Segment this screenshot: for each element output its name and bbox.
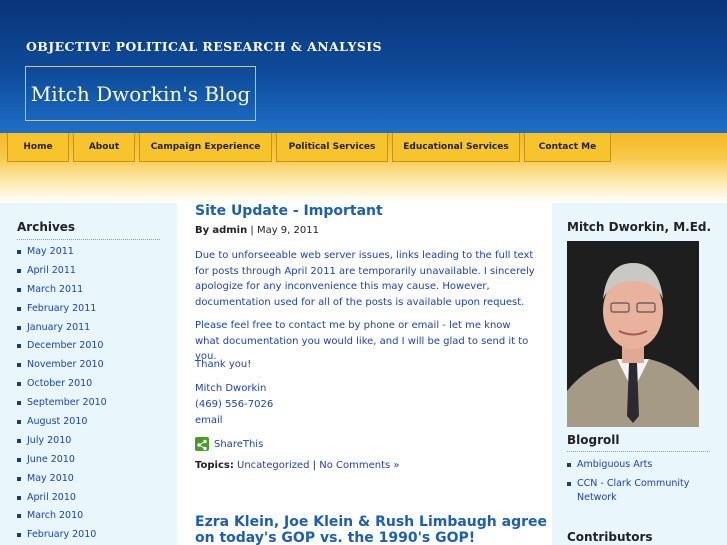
post-title[interactable]: Site Update - Important: [195, 203, 383, 219]
archive-link[interactable]: February 2011: [17, 302, 107, 321]
archive-link[interactable]: January 2011: [17, 321, 107, 340]
share-icon[interactable]: [195, 437, 209, 451]
archive-link[interactable]: October 2010: [17, 377, 107, 396]
post-paragraph-1: Due to unforseeable web server issues, links leading to the full text for posts through April 2011 are temporarily unavailable. I sincerely apologize for any inconvenience this may cause. However, documentation used for all of the posts is available upon request.: [195, 250, 535, 308]
archive-link[interactable]: March 2010: [17, 509, 107, 528]
blogroll-list: [567, 458, 717, 505]
blog-title[interactable]: Mitch Dworkin's Blog: [30, 81, 251, 106]
post-author[interactable]: admin: [212, 225, 248, 236]
archive-link[interactable]: April 2010: [17, 491, 107, 510]
post2-title-line2[interactable]: on today's GOP vs. the 1990's GOP!: [195, 530, 476, 545]
blogroll-divider: [567, 451, 710, 452]
profile-photo: [567, 241, 699, 427]
blogroll-link-text[interactable]: Ambiguous Arts: [577, 459, 653, 470]
post2-title[interactable]: [195, 514, 547, 545]
post-byline: [195, 225, 319, 236]
archives-heading: Archives: [17, 220, 76, 234]
topic-link[interactable]: Uncategorized: [237, 460, 310, 471]
nav-political-services[interactable]: Political Services: [276, 133, 388, 162]
post-date: | May 9, 2011: [250, 225, 319, 236]
nav-campaign-experience[interactable]: Campaign Experience: [139, 133, 272, 162]
blog-title-box[interactable]: [25, 66, 256, 121]
nav-educational-services[interactable]: Educational Services: [392, 133, 520, 162]
signature-email-link[interactable]: email: [195, 415, 223, 426]
bullet-icon: [567, 463, 571, 467]
site-tagline: OBJECTIVE POLITICAL RESEARCH & ANALYSIS: [26, 39, 382, 54]
archive-link[interactable]: September 2010: [17, 396, 107, 415]
archive-link[interactable]: April 2011: [17, 264, 107, 283]
archives-list: [17, 245, 107, 545]
signature-name: Mitch Dworkin: [195, 383, 267, 394]
contributors-heading: Contributors: [567, 530, 653, 544]
nav-contact-me[interactable]: Contact Me: [524, 133, 611, 162]
blogroll-link[interactable]: [567, 458, 717, 472]
archive-link[interactable]: August 2010: [17, 415, 107, 434]
post-topics: [195, 460, 400, 471]
archive-link[interactable]: November 2010: [17, 358, 107, 377]
archive-link[interactable]: February 2010: [17, 528, 107, 545]
archive-link[interactable]: May 2010: [17, 472, 107, 491]
blogroll-link[interactable]: [567, 477, 717, 505]
blogroll-link-text[interactable]: CCN - Clark Community Network: [577, 478, 690, 503]
archive-link[interactable]: December 2010: [17, 339, 107, 358]
archive-link[interactable]: July 2010: [17, 434, 107, 453]
post-paragraph-2: Please feel free to contact me by phone or email - let me know what documentation you would like, and I will be glad to send it to you.: [195, 320, 529, 362]
archive-link[interactable]: March 2011: [17, 283, 107, 302]
signature-phone: (469) 556-7026: [195, 399, 274, 410]
archive-link[interactable]: June 2010: [17, 453, 107, 472]
topics-label: Topics:: [195, 460, 234, 471]
post-thanks: Thank you!: [195, 359, 252, 370]
byline-prefix: By: [195, 225, 210, 236]
sharethis-link[interactable]: ShareThis: [214, 439, 264, 450]
blogroll-heading: Blogroll: [567, 433, 620, 447]
nav-home[interactable]: Home: [7, 133, 69, 162]
profile-heading: Mitch Dworkin, M.Ed.: [567, 220, 712, 234]
post2-title-line1[interactable]: Ezra Klein, Joe Klein & Rush Limbaugh agree: [195, 514, 547, 530]
comments-link[interactable]: No Comments »: [319, 460, 400, 471]
bullet-icon: [567, 482, 571, 486]
topics-separator: |: [312, 460, 317, 471]
archive-link[interactable]: May 2011: [17, 245, 107, 264]
nav-about[interactable]: About: [73, 133, 135, 162]
archives-divider: [17, 239, 160, 240]
